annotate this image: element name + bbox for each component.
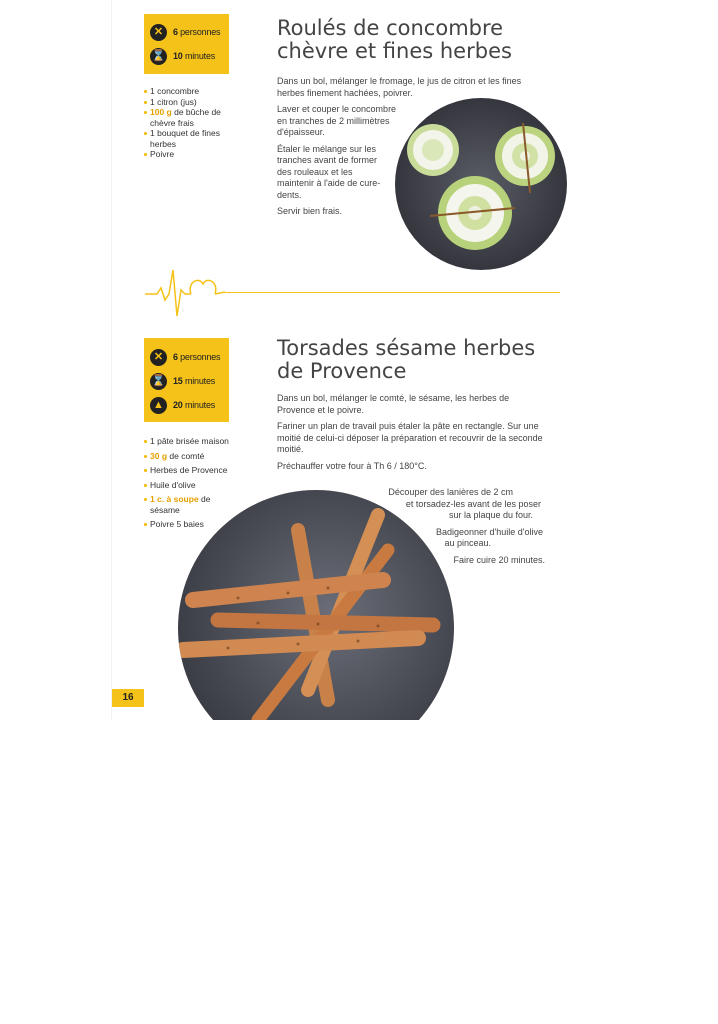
page-number: 16: [112, 689, 144, 707]
ingredient-item: Poivre 5 baies: [144, 519, 234, 530]
prep-time-row: ⌛ 15 minutes: [144, 369, 229, 393]
prep-time-row: ⌛ 10 minutes: [144, 44, 229, 68]
cucumber-rolls-photo: [395, 98, 567, 270]
servings-row: ✕ 6 personnes: [144, 20, 229, 44]
ingredient-item: 1 c. à soupe de sésame: [144, 494, 220, 515]
ingredient-item: 1 concombre: [144, 86, 234, 97]
ingredient-item: Herbes de Provence: [144, 465, 234, 476]
ingredient-item: Huile d'olive: [144, 480, 234, 491]
heartbeat-divider-icon: [145, 262, 225, 320]
recipe1-steps: Dans un bol, mélanger le fromage, le jus de citron et les fines herbes finement hachées, poivrer. Laver et couper le concombre en tranches de 2 millimètres d'épaisseur. Étaler le mélange sur les tranches avant de former des rouleaux et les maintenir à l'aide de cure-dents. Servir bien frais.: [277, 76, 522, 216]
recipe1-info-box: [144, 14, 229, 74]
ingredient-item: Poivre: [144, 149, 234, 160]
recipe2-ingredients: [144, 436, 234, 530]
recipe1-title: Roulés de concombre chèvre et fines herbes: [277, 16, 512, 63]
utensils-icon: ✕: [150, 349, 167, 366]
recipe2-steps-continued: Découper des lanières de 2 cm et torsadez-les avant de les poser sur la plaque du four. Badigeonner d'huile d'olive au pinceau. Faire cuire 20 minutes.: [388, 487, 545, 565]
section-divider: [225, 292, 560, 293]
recipe2-title: Torsades sésame herbes de Provence: [277, 336, 536, 383]
ingredient-item: 1 citron (jus): [144, 97, 234, 108]
flame-icon: ▲: [150, 397, 167, 414]
hourglass-icon: ⌛: [150, 48, 167, 65]
hourglass-icon: ⌛: [150, 373, 167, 390]
breadsticks-photo: [178, 490, 454, 766]
ingredient-item: 100 g de bûche de chèvre frais: [144, 107, 234, 128]
ingredient-item: 1 bouquet de fines herbes: [144, 128, 234, 149]
recipe1-ingredients: [144, 86, 234, 160]
ingredient-item: 1 pâte brisée maison: [144, 436, 234, 447]
ingredient-item: 30 g de comté: [144, 451, 234, 462]
cook-time-row: ▲ 20 minutes: [144, 393, 229, 417]
recipe2-steps: Dans un bol, mélanger le comté, le sésame, les herbes de Provence et le poivre. Fariner un plan de travail puis étaler la pâte en rectangle. Sur une moitié de celui-ci déposer la préparation et recouvrir de la seconde moitié. Préchauffer votre four à Th 6 / 180°C.: [277, 393, 543, 471]
servings-row: ✕ 6 personnes: [144, 345, 229, 369]
utensils-icon: ✕: [150, 24, 167, 41]
recipe2-info-box: [144, 338, 229, 422]
